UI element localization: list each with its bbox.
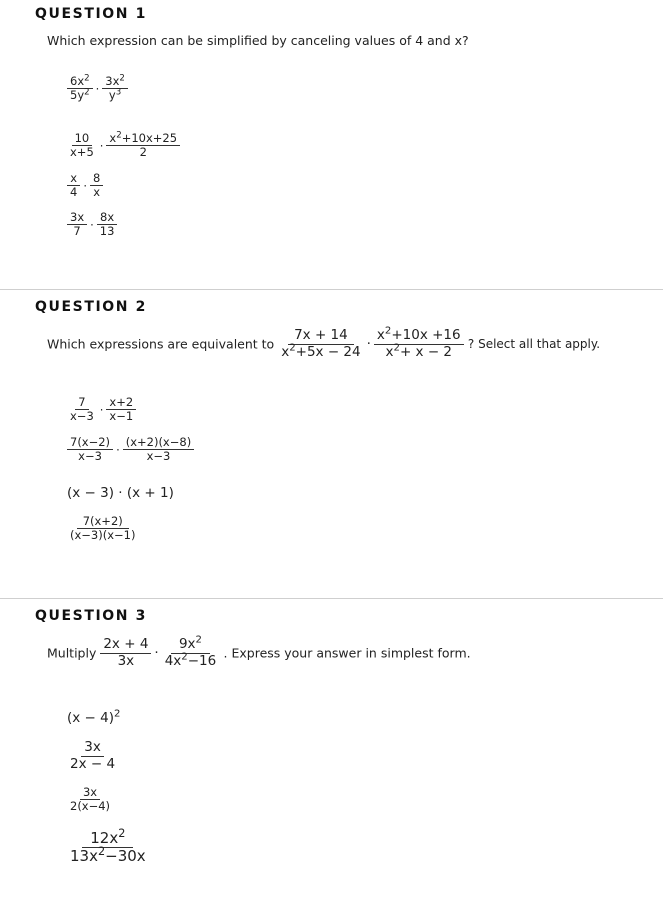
multiply-dot: · xyxy=(95,81,100,96)
section-divider xyxy=(0,289,663,290)
q2-option-1[interactable] xyxy=(67,396,136,423)
fraction: $\frac{9x^2}{4x^2-16}$ xyxy=(164,634,217,669)
multiply-dot: · xyxy=(99,402,104,417)
question-2-prompt: Which expressions are equivalent to $\frac{7x + 14}{x^2+5x - 24}$ · $\frac{x^2+10x +16}{x^2+ x - 2}$ ? Select all that apply. xyxy=(47,325,601,360)
q1-option-1[interactable] xyxy=(67,75,128,102)
question-1-title: QUESTION 1 xyxy=(35,6,147,22)
fraction: $\frac{8}{x}$ xyxy=(90,172,103,199)
fraction: $\frac{2x + 4}{3x}$ xyxy=(100,637,151,669)
q3-option-3[interactable] xyxy=(67,786,113,813)
multiply-dot: · xyxy=(154,645,159,662)
fraction: $\frac{12x^2}{13x^2-30x}$ xyxy=(70,826,146,866)
fraction: $\frac{3x}{2x - 4}$ xyxy=(70,739,116,772)
fraction: $\frac{8x}{13}$ xyxy=(97,211,118,238)
question-2-title: QUESTION 2 xyxy=(35,299,147,315)
fraction: $\frac{(x+2)(x-8)}{x-3}$ xyxy=(123,436,194,463)
fraction: $\frac{3x^2}{y^3}$ xyxy=(102,75,128,102)
question-3-prompt: Multiply $\frac{2x + 4}{3x}$ · $\frac{9x^2}{4x^2-16}$ . Express your answer in simplest form. xyxy=(47,634,471,669)
multiply-dot: · xyxy=(116,442,120,457)
q2-option-2[interactable] xyxy=(67,436,194,463)
multiply-dot: · xyxy=(99,138,104,153)
q3-option-2[interactable] xyxy=(67,740,118,772)
question-1-prompt: Which expression can be simplified by canceling values of 4 and x? xyxy=(47,33,469,48)
fraction: $\frac{x+2}{x-1}$ xyxy=(106,396,136,423)
multiply-dot: · xyxy=(366,336,371,353)
section-divider xyxy=(0,598,663,599)
multiply-dot: · xyxy=(83,178,87,193)
q1-option-3[interactable] xyxy=(67,172,103,199)
q1-option-2[interactable] xyxy=(67,132,180,159)
fraction: $\frac{7(x+2)}{(x-3)(x-1)}$ xyxy=(70,514,136,543)
fraction: $\frac{10}{x+5}$ xyxy=(70,131,94,160)
fraction: $\frac{x^2+10x+25}{2}$ xyxy=(106,132,180,159)
q2-option-3[interactable]: (x − 3) · (x + 1) xyxy=(67,485,174,501)
fraction: $\frac{7x + 14}{x^2+5x - 24}$ xyxy=(281,327,361,360)
fraction: $\frac{7(x-2)}{x-3}$ xyxy=(67,436,113,463)
fraction: $\frac{x}{4}$ xyxy=(67,172,80,199)
fraction: $\frac{6x^2}{5y^2}$ xyxy=(67,75,93,102)
q2-option-4[interactable] xyxy=(67,515,138,542)
fraction: $\frac{x^2+10x +16}{x^2+ x - 2}$ xyxy=(374,328,464,360)
fraction: $\frac{3x}{2(x-4)}$ xyxy=(70,785,111,814)
q3-option-1[interactable]: $(x - 4)^2$ xyxy=(67,708,121,726)
q1-option-4[interactable] xyxy=(67,211,117,238)
q3-option-4[interactable] xyxy=(67,826,149,866)
fraction: $\frac{3x}{7}$ xyxy=(67,211,87,238)
question-3-title: QUESTION 3 xyxy=(35,608,147,624)
fraction: $\frac{7}{x-3}$ xyxy=(70,395,94,424)
multiply-dot: · xyxy=(90,217,94,232)
